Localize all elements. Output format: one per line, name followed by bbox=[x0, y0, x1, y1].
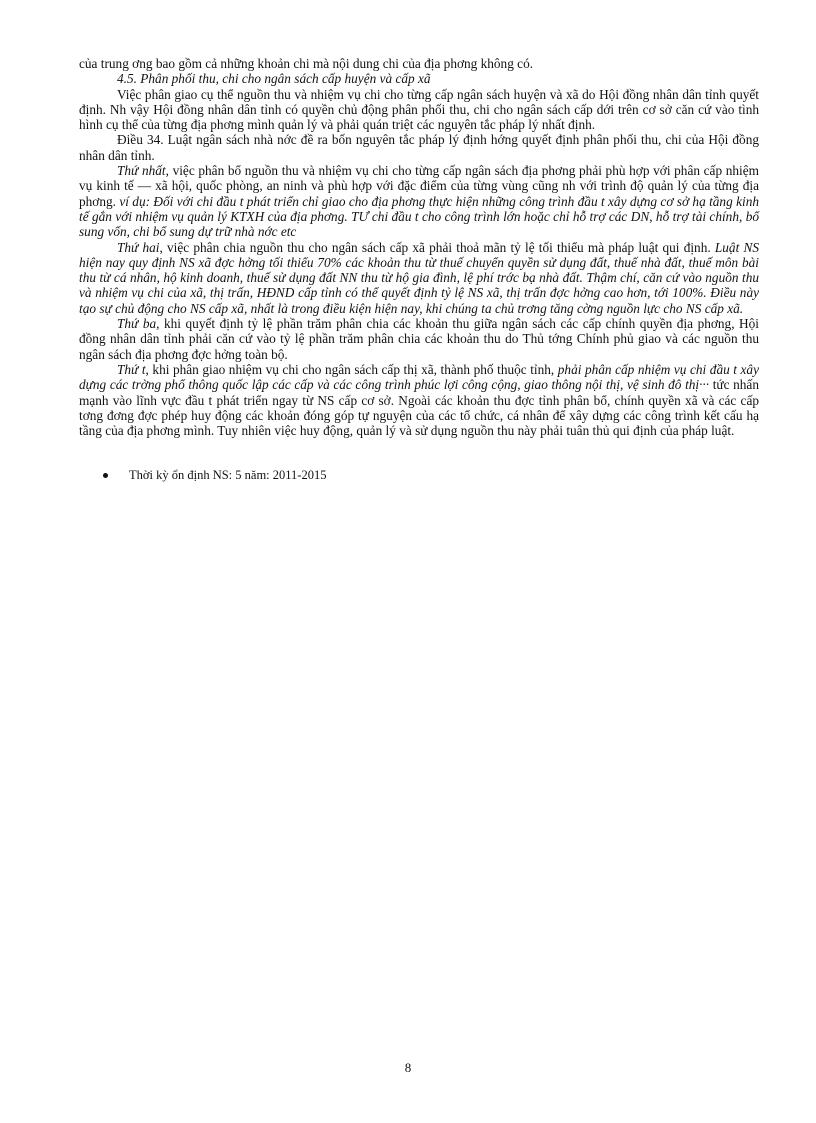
principle-lead: Thứ hai bbox=[117, 239, 160, 255]
paragraph-2: Điều 34. Luật ngân sách nhà nớc đề ra bốn nguyên tắc pháp lý định hớng quyết định phân phối thu, chi của Hội đồng nhân dân tỉnh. bbox=[79, 132, 759, 163]
paragraph-first-principle bbox=[79, 163, 759, 239]
paragraph-0: của trung ơng bao gồm cả những khoản chi mà nội dung chi của địa phơng không có. bbox=[79, 56, 534, 71]
principle-lead: Thứ ba bbox=[117, 316, 157, 332]
document-body bbox=[79, 56, 759, 484]
principle-text: , việc phân bổ nguồn thu và nhiệm vụ chi cho từng cấp ngân sách địa phơng phải phù hợp với phân cấp nhiệm vụ kinh tế — xã hội, quốc phòng, an ninh và phù hợp với đặc điểm của từng vùng cũng nh với trình độ quản lý của từng địa phơng. bbox=[79, 163, 759, 209]
bullet-list bbox=[79, 468, 759, 483]
principle-lead: Thứ t bbox=[117, 361, 146, 377]
principle-lead: Thứ nhất bbox=[117, 163, 166, 179]
principle-detail: Luật NS hiện nay quy định NS xã đợc hởng tối thiểu 70% các khoản thu từ thuế chuyển quyền sử dụng đất, thuế nhà đất, thuế môn bài thu từ cá nhân, hộ kinh doanh, thuế sử dụng đất NN thu từ hộ gia đình, lệ phí trớc bạ nhà đất. Thậm chí, căn cứ vào nguồn thu và nhiệm vụ chi của xã, thị trấn, HĐND cấp tỉnh có thể quyết định tỷ lệ NS xã, thị trấn đợc hởng cao hơn, tới 100%. Điều này tạo sự chủ động cho NS cấp xã, nhất là trong điều kiện hiện nay, khi chúng ta chủ trơng tăng cờng nguồn lực cho NS cấp xã. bbox=[79, 239, 759, 316]
page-number: 8 bbox=[404, 1060, 412, 1075]
bullet-icon bbox=[103, 473, 108, 478]
paragraph-1: Việc phân giao cụ thể nguồn thu và nhiệm vụ chi cho từng cấp ngân sách huyện và xã do Hội đồng nhân dân tỉnh quyết định. Nh vậy Hội đồng nhân dân tỉnh có quyền chủ động phân phối thu, chi cho ngân sách cấp dới trên cơ sở căn cứ vào tình hình cụ thể của từng địa phơng mình quản lý và phải quán triệt các nguyên tắc pháp lý nhất định. bbox=[79, 86, 759, 133]
principle-italic: phải phân cấp nhiệm vụ chi đầu t xây dựng các trờng phổ thông quốc lập các cấp và các công trình phúc lợi công cộng, giao thông nội thị, vệ sinh đô thị··· bbox=[79, 361, 759, 393]
bullet-text: Thời kỳ ổn định NS: 5 năm: 2011-2015 bbox=[129, 468, 327, 483]
principle-example: ví dụ: Đối với chi đầu t phát triển chỉ giao cho địa phơng thực hiện những công trình đầu t xây dựng cơ sở hạ tầng kinh tế gắn với nhiệm vụ quản lý KTXH của địa phơng. TƯ chi đầu t cho công trình lớn hoặc chỉ hỗ trợ các DN, hỗ trợ tài chính, bổ sung vốn, chi bổ sung dự trữ nhà nớc etc bbox=[79, 193, 759, 240]
principle-text: , khi phân giao nhiệm vụ chi cho ngân sách cấp thị xã, thành phố thuộc tỉnh, bbox=[145, 361, 558, 377]
principle-text: , việc phân chia nguồn thu cho ngân sách cấp xã phải thoả mãn tỷ lệ tối thiểu mà pháp luật qui định. bbox=[159, 239, 715, 255]
principle-text-continued: tức nhấn mạnh vào lĩnh vực đầu t phát triển ngay từ NS cấp cơ sở. Ngoài các khoản thu đợc tỉnh phân bổ, chính quyền xã và các cấp tơng đơng đợc phép huy động các khoản đóng góp tự nguyện của các tổ chức, cá nhân để xây dựng các công trình kết cấu hạ tầng của địa phơng mình. Tuy nhiên việc huy động, quản lý và sử dụng nguồn thu này phải tuân thủ qui định của pháp luật. bbox=[79, 377, 759, 439]
section-heading: 4.5. Phân phối thu, chi cho ngân sách cấp huyện và cấp xã bbox=[117, 71, 431, 87]
principle-text: , khi quyết định tỷ lệ phần trăm phân chia các khoản thu giữa ngân sách các cấp chính quyền địa phơng, Hội đồng nhân dân tỉnh phải căn cứ vào tỷ lệ phần trăm phân chia các khoản thu do Thủ tớng Chính phủ giao và các nguồn thu ngân sách địa phơng đợc hởng toàn bộ. bbox=[79, 316, 760, 362]
paragraph-fourth-principle bbox=[79, 362, 759, 438]
paragraph-second-principle bbox=[79, 240, 759, 316]
list-item bbox=[79, 468, 759, 483]
paragraph-third-principle bbox=[79, 316, 759, 362]
